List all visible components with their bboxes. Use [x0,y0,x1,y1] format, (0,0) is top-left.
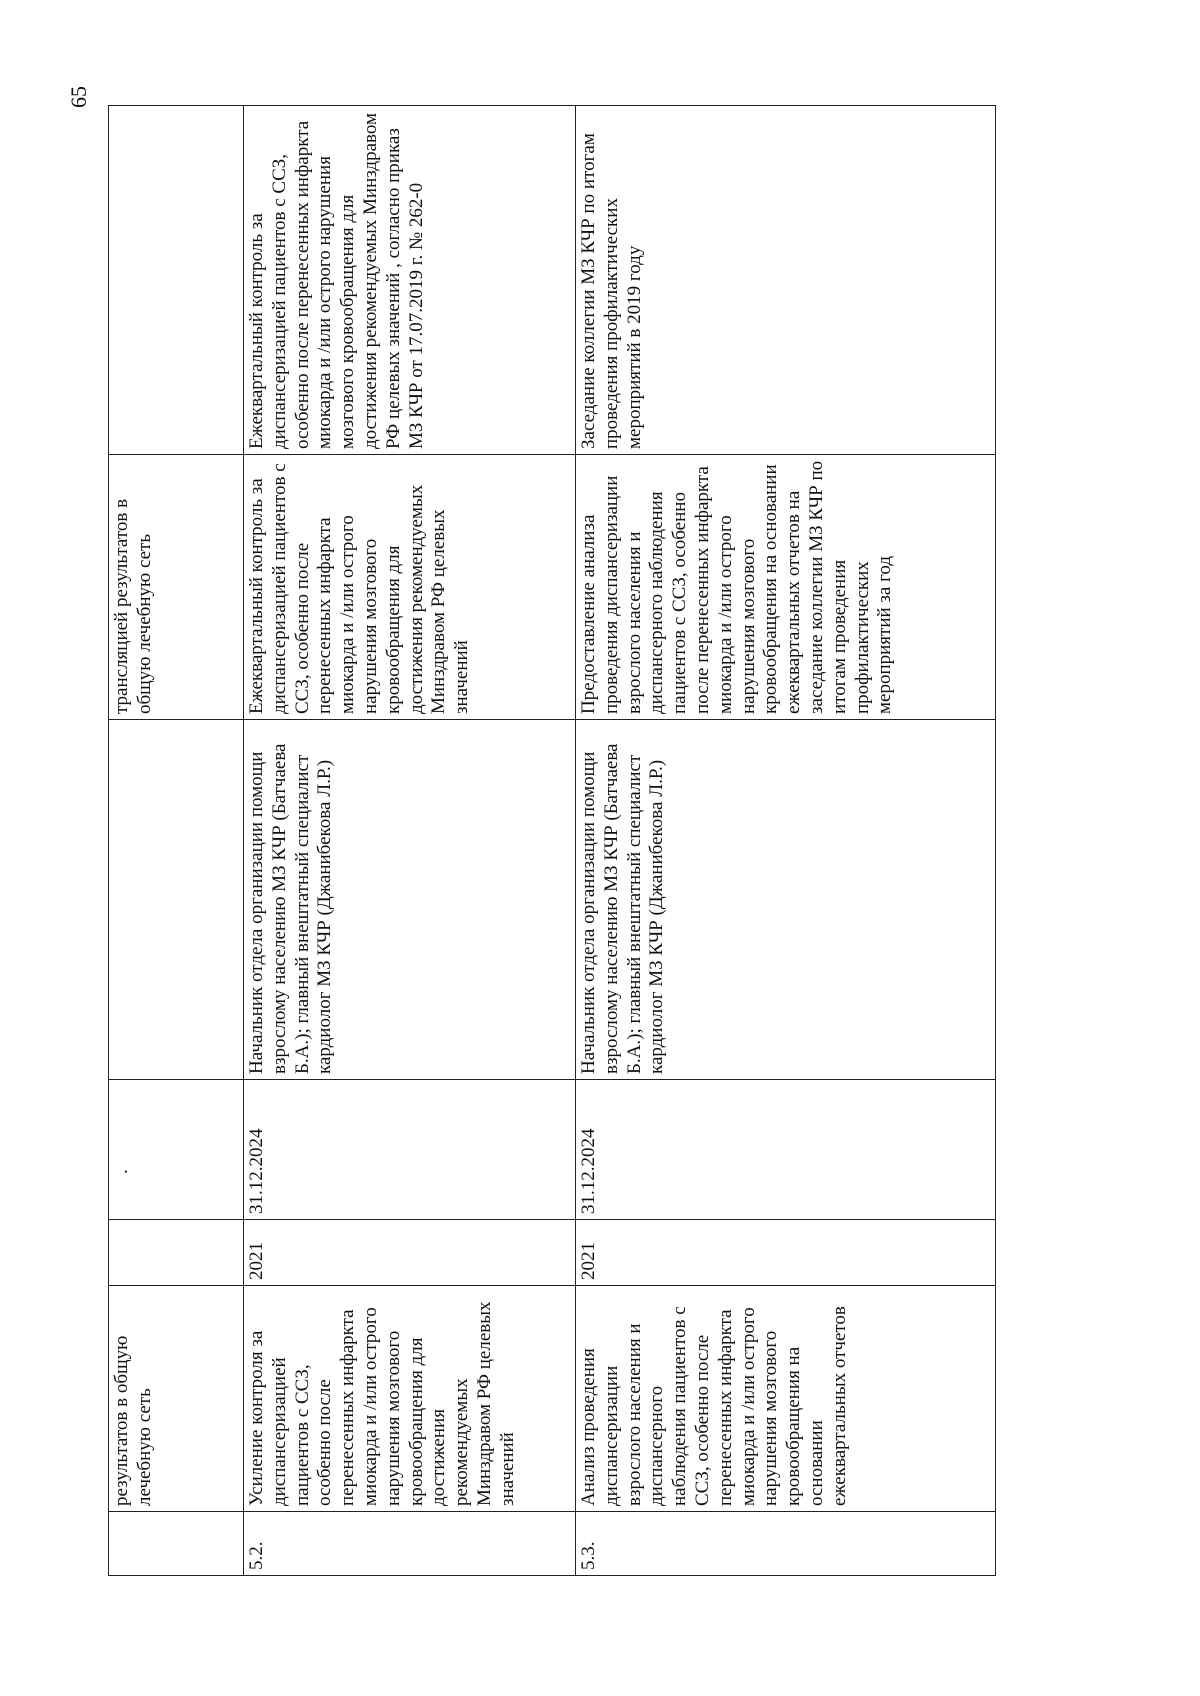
cell-number [109,1512,244,1576]
cell-activity: результатов в общую лечебную сеть [109,1286,244,1512]
cell-start-year [109,1220,244,1286]
cell-control [109,106,244,455]
cell-control: Ежеквартальный контроль за диспансеризацией пациентов с ССЗ, особенно после перенесенных инфаркта миокарда и /или острого нарушения мозгового кровообращения для достижения рекомендуемых Минздравом РФ целевых значений , согласно приказ МЗ КЧР от 17.07.2019 г. № 262-0 [244,106,576,455]
page-number: 65 [66,86,91,108]
cell-number: 5.3. [576,1512,996,1576]
action-plan-table [108,105,996,1576]
rotated-table-container [108,106,995,1576]
cell-characteristic: трансляцией результатов в общую лечебную сеть [109,455,244,720]
cell-number: 5.2. [244,1512,576,1576]
cell-activity: Анализ проведения диспансеризации взрослого населения и диспансерного наблюдения пациентов с ССЗ, особенно после перенесенных инфаркта миокарда и /или острого нарушения мозгового кровообращения на основании ежеквартальных отчетов [576,1286,996,1512]
stray-mark: . [111,1169,132,1174]
cell-activity: Усиление контроля за диспансеризацией пациентов с ССЗ, особенно после перенесенных инфаркта миокарда и /или острого нарушения мозгового кровообращения для достижения рекомендуемых Минздравом РФ целевых значений [244,1286,576,1512]
cell-responsible: Начальник отдела организации помощи взрослому населению МЗ КЧР (Батчаева Б.А.); главный внештатный специалист кардиолог МЗ КЧР (Джанибекова Л.Р.) [576,720,996,1080]
cell-end-date: 31.12.2024 [576,1080,996,1220]
cell-end-date [109,1080,244,1220]
cell-characteristic: Ежеквартальный контроль за диспансеризацией пациентов с ССЗ, особенно после перенесенных инфаркта миокарда и /или острого нарушения мозгового кровообращения для достижения рекомендуемых Минздравом РФ целевых значений [244,455,576,720]
cell-responsible: Начальник отдела организации помощи взрослому населению МЗ КЧР (Батчаева Б.А.); главный внештатный специалист кардиолог МЗ КЧР (Джанибекова Л.Р.) [244,720,576,1080]
cell-control: Заседание коллегии МЗ КЧР по итогам проведения профилактических мероприятий в 2019 году [576,106,996,455]
cell-start-year: 2021 [244,1220,576,1286]
cell-end-date: 31.12.2024 [244,1080,576,1220]
table-row [576,106,996,1576]
cell-responsible [109,720,244,1080]
cell-start-year: 2021 [576,1220,996,1286]
table-row [109,106,244,1576]
table-row [244,106,576,1576]
cell-characteristic: Предоставление анализа проведения диспансеризации взрослого населения и диспансерного наблюдения пациентов с ССЗ, особенно после перенесенных инфаркта миокарда и /или острого нарушения мозгового кровообращения на основании ежеквартальных отчетов на заседание коллегии МЗ КЧР по итогам проведения профилактических мероприятий за год [576,455,996,720]
